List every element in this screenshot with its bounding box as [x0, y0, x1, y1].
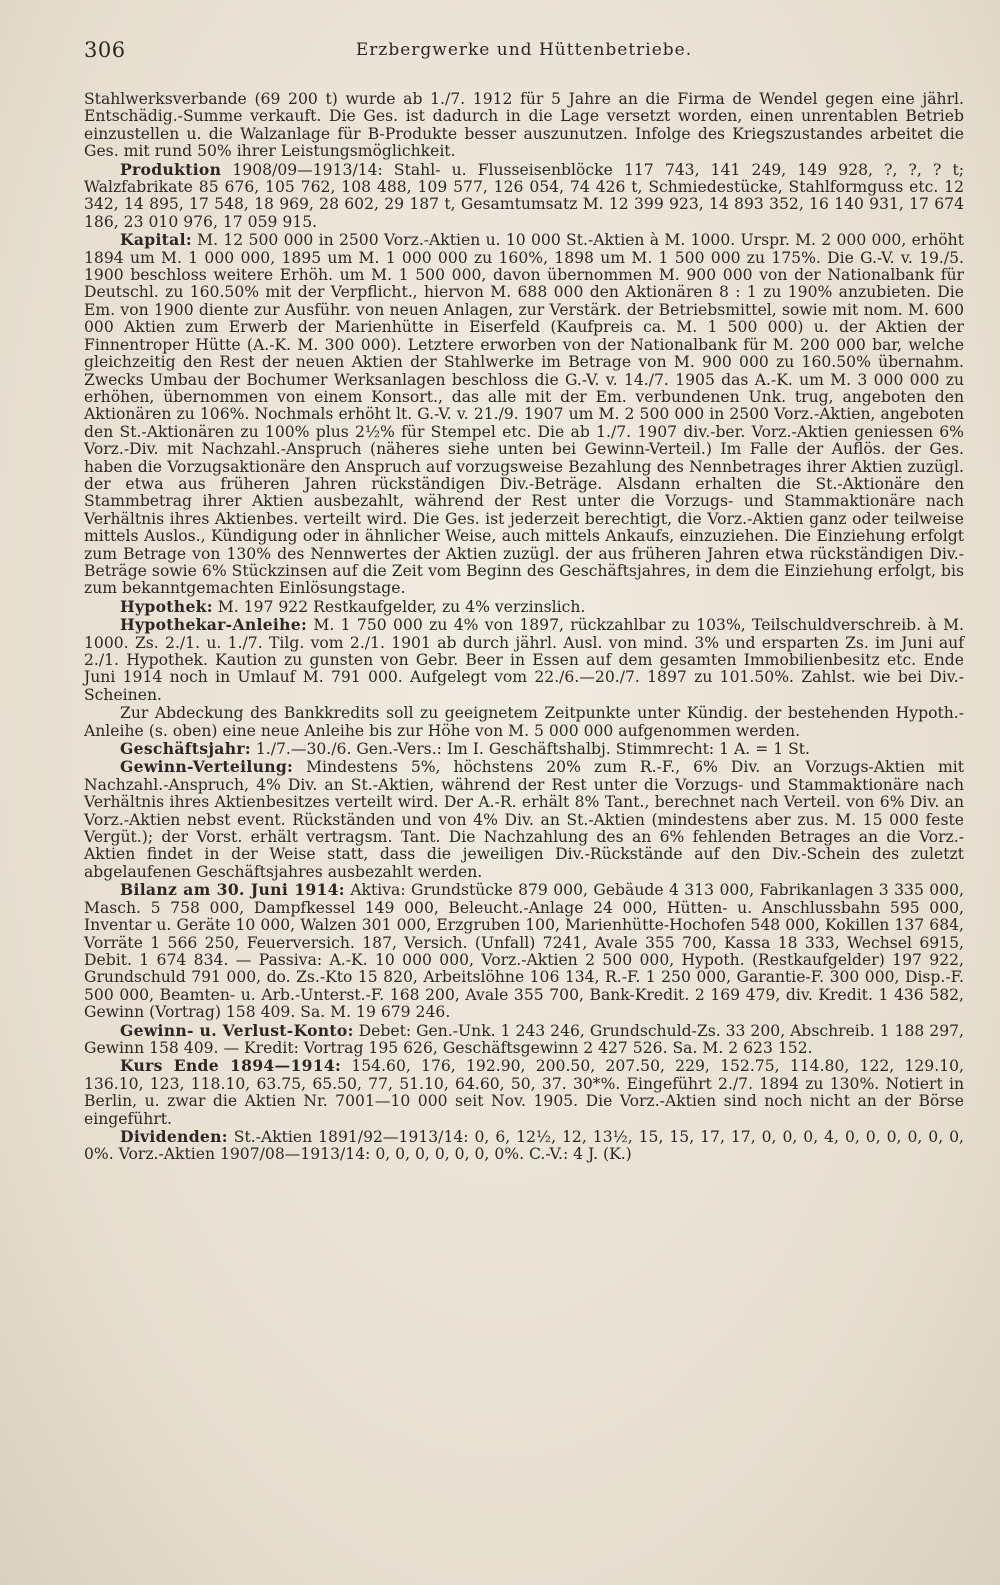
section-heading: Produktion [120, 159, 222, 179]
page-header [84, 38, 964, 64]
paragraph-text: St.-Aktien 1891/92—1913/14: 0, 6, 12½, 12, 13½, 15, 15, 17, 17, 0, 0, 0, 4, 0, 0, 0, 0, 0, 0, 0%. Vorz.-Aktien 1907/08—1913/14: 0, 0, 0, 0, 0, 0, 0%. C.-V.: 4 J. (K.) [84, 1127, 964, 1164]
running-title: Erzbergwerke und Hüttenbetriebe. [355, 40, 693, 60]
section-heading: Geschäftsjahr: [120, 739, 251, 759]
section-heading: Hypothek: [120, 596, 213, 616]
section-heading: Dividenden: [120, 1126, 228, 1146]
paragraph-text: Mindestens 5%, höchstens 20% zum R.-F., 6% Div. an Vorzugs-Aktien mit Nachzahl.-Anspruch, 4% Div. an St.-Aktien, während der Rest unter die Vorzugs- und Stammaktionäre nach Verhältnis ihres Aktienbesitzes verteilt wird. Der A.-R. erhält 8% Tant., berechnet nach Verteil. von 6% Div. an Vorz.-Aktien nebst event. Rückständen und von 4% Div. an St.-Aktien (mindestens aber zus. M. 15 000 feste Vergüt.); der Vorst. erhält vertragsm. Tant. Die Nachzahlung des an 6% fehlenden Betrages an die Vorz.-Aktien findet in der Weise statt, dass die jeweiligen Div.-Rückstände auf den Div.-Schein des zuletzt abgelaufenen Geschäftsjahres ausbezahlt werden. [84, 758, 964, 881]
document-body [84, 90, 964, 1164]
section-heading: Hypothekar-Anleihe: [120, 615, 308, 635]
paragraph-text: 154.60, 176, 192.90, 200.50, 207.50, 229, 152.75, 114.80, 122, 129.10, 136.10, 123, 118.10, 63.75, 65.50, 77, 51.10, 64.60, 50, 37. 30*%. Eingeführt 2./7. 1894 zu 130%. Notiert in Berlin, u. zwar die Aktien Nr. 7001—10 000 seit Nov. 1905. Die Vorz.-Aktien sind noch nicht an der Börse eingeführt. [84, 1057, 964, 1128]
paragraph-text: M. 12 500 000 in 2500 Vorz.-Aktien u. 10 000 St.-Aktien à M. 1000. Urspr. M. 2 000 000, erhöht 1894 um M. 1 000 000, 1895 um M. 1 000 000 zu 160%, 1898 um M. 1 500 000 zu 175%. Die G.-V. v. 19./5. 1900 beschloss weitere Erhöh. um M. 1 500 000, davon übernommen M. 900 000 von der Nationalbank für Deutschl. zu 160.50% mit der Verpflicht., hiervon M. 688 000 den Aktionären 8 : 1 zu 190% anzubieten. Die Em. von 1900 diente zur Ausführ. von neuen Anlagen, zur Verstärk. der Betriebsmittel, sowie mit nom. M. 600 000 Aktien zum Erwerb der Marienhütte in Eiserfeld (Kaufpreis ca. M. 1 500 000) u. der Aktien der Finnentroper Hütte (A.-K. M. 300 000). Letztere erworben von der Nationalbank für M. 200 000 bar, welche gleichzeitig den Rest der neuen Aktien der Stahlwerke im Betrage von M. 900 000 zu 160.50% übernahm. Zwecks Umbau der Bochumer Werksanlagen beschloss die G.-V. v. 14./7. 1905 das A.-K. um M. 3 000 000 zu erhöhen, übernommen von einem Konsort., das alle mit der Em. verbundenen Unk. trug, angeboten den Aktionären zu 106%. Nochmals erhöht lt. G.-V. v. 21./9. 1907 um M. 2 500 000 in 2500 Vorz.-Aktien, angeboten den St.-Aktionären zu 100% plus 2½% für Stempel etc. Die ab 1./7. 1907 div.-ber. Vorz.-Aktien geniessen 6% Vorz.-Div. mit Nachzahl.-Anspruch (näheres siehe unten bei Gewinn-Verteil.) Im Falle der Auflös. der Ges. haben die Vorzugsaktionäre den Anspruch auf vorzugsweise Bezahlung des Nennbetrages ihrer Aktien zuzügl. der etwa aus früheren Jahren rückständigen Div.-Beträge. Alsdann erhalten die St.-Aktionäre den Stammbetrag ihrer Aktien ausbezahlt, während der Rest unter die Vorzugs- und Stammaktionäre nach Verhältnis ihres Aktienbes. verteilt wird. Die Ges. ist jederzeit berechtigt, die Vorz.-Aktien ganz oder teilweise mittels Auslos., Kündigung oder in ähnlicher Weise, auch mittels Ankaufs, einzuziehen. Die Einziehung erfolgt zum Betrage von 130% des Nennwertes der Aktien zuzügl. der aus früheren Jahren etwa rückständigen Div.-Beträge sowie 6% Stückzinsen auf die Zeit vom Beginn des Geschäftsjahres, in dem die Einziehung erfolgt, bis zum bekanntgemachten Einlösungstage. [84, 231, 964, 598]
paragraph-geschaeftsjahr [84, 740, 964, 758]
page-number: 306 [84, 38, 126, 62]
paragraph-text: M. 1 750 000 zu 4% von 1897, rückzahlbar zu 103%, Teilschuldverschreib. à M. 1000. Zs. 2./1. u. 1./7. Tilg. vom 2./1. 1901 ab durch jährl. Ausl. von mind. 3% und ersparten Zs. im Juni auf 2./1. Hypothek. Kaution zu gunsten von Gebr. Beer in Essen auf dem gesamten Immobilienbesitz etc. Ende Juni 1914 noch in Umlauf M. 791 000. Aufgelegt vom 22./6.—20./7. 1897 zu 101.50%. Zahlst. wie bei Div.-Scheinen. [84, 616, 964, 704]
paragraph-text: M. 197 922 Restkaufgelder, zu 4% verzinslich. [212, 597, 586, 616]
paragraph-hypothek [84, 598, 964, 616]
paragraph-gewinn-verlust [84, 1022, 964, 1058]
section-heading: Kurs Ende 1894—1914: [120, 1056, 342, 1076]
paragraph-kapital [84, 231, 964, 598]
paragraph-bilanz [84, 881, 964, 1021]
section-heading: Kapital: [120, 230, 192, 250]
section-heading: Bilanz am 30. Juni 1914: [120, 880, 345, 900]
paragraph-text: Debet: Gen.-Unk. 1 243 246, Grundschuld-Zs. 33 200, Abschreib. 1 188 297, Gewinn 158 409. — Kredit: Vortrag 195 626, Geschäftsgewinn 2 427 526. Sa. M. 2 623 152. [84, 1021, 965, 1057]
paragraph-kurs [84, 1057, 964, 1128]
paragraph-produktion [84, 161, 964, 232]
paragraph-gewinn-verteilung [84, 758, 964, 881]
section-heading: Gewinn-Verteilung: [120, 757, 294, 777]
section-heading: Gewinn- u. Verlust-Konto: [120, 1020, 354, 1040]
paragraph-text: Aktiva: Grundstücke 879 000, Gebäude 4 313 000, Fabrikanlagen 3 335 000, Masch. 5 758 000, Dampfkessel 149 000, Beleucht.-Anlage 24 000, Hütten- u. Anschlussbahn 595 000, Inventar u. Geräte 10 000, Walzen 301 000, Erzgruben 100, Marienhütte-Hochofen 548 000, Kokillen 137 684, Vorräte 1 566 250, Feuerversich. 187, Versich. (Unfall) 7241, Avale 355 700, Kassa 18 333, Wechsel 6915, Debit. 1 674 834. — Passiva: A.-K. 10 000 000, Vorz.-Aktien 2 500 000, Hypoth. (Restkaufgelder) 197 922, Grundschuld 791 000, do. Zs.-Kto 15 820, Arbeitslöhne 106 134, R.-F. 1 250 000, Garantie-F. 300 000, Disp.-F. 500 000, Beamten- u. Arb.-Unterst.-F. 168 200, Avale 355 700, Bank-Kredit. 2 169 479, div. Kredit. 1 436 582, Gewinn (Vortrag) 158 409. Sa. M. 19 679 246. [84, 881, 964, 1022]
paragraph-bankkredit [84, 704, 964, 740]
paragraph-text: Zur Abdeckung des Bankkredits soll zu geeignetem Zeitpunkte unter Kündig. der bestehenden Hypoth.-Anleihe (s. oben) eine neue Anleihe bis zur Höhe von M. 5 000 000 aufgenommen werden. [84, 704, 964, 740]
paragraph-hypothekar-anleihe [84, 616, 964, 704]
paragraph-text: Stahlwerksverbande (69 200 t) wurde ab 1./7. 1912 für 5 Jahre an die Firma de Wendel gegen eine jährl. Entschädig.-Summe verkauft. Die Ges. ist dadurch in die Lage versetzt worden, einen unrentablen Betrieb einzustellen u. die Walzanlage für B-Produkte besser auszunutzen. Infolge des Kriegszustandes arbeitet die Ges. mit rund 50% ihrer Leistungsmöglichkeit. [84, 90, 964, 161]
paragraph-dividenden [84, 1128, 964, 1164]
paragraph-text: 1908/09—1913/14: Stahl- u. Flusseisenblöcke 117 743, 141 249, 149 928, ?, ?, ? t; Walzfabrikate 85 676, 105 762, 108 488, 109 577, 126 054, 74 426 t, Schmiedestücke, Stahlformguss etc. 12 342, 14 895, 17 548, 18 969, 28 602, 29 187 t, Gesamtumsatz M. 12 399 923, 14 893 352, 16 140 931, 17 674 186, 23 010 976, 17 059 915. [84, 160, 964, 231]
paragraph-text: 1./7.—30./6. Gen.-Vers.: Im I. Geschäftshalbj. Stimmrecht: 1 A. = 1 St. [250, 740, 810, 759]
paragraph-stahlwerksverband [84, 90, 964, 161]
